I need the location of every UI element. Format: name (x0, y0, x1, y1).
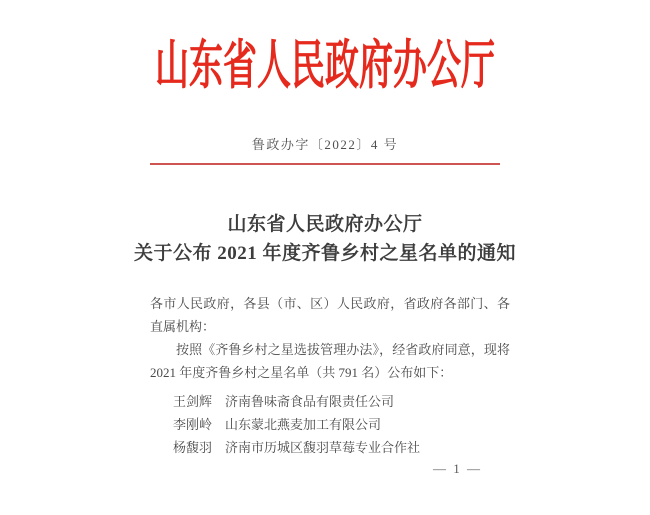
salutation-paragraph: 各市人民政府，各县（市、区）人民政府，省政府各部门、各直属机构： (150, 296, 510, 334)
awardee-name: 王剑辉 (173, 394, 213, 409)
document-title-line1: 山东省人民政府办公厅 (227, 214, 423, 235)
awardee-organization: 山东蒙北燕麦加工有限公司 (225, 417, 382, 432)
letterhead-title (0, 27, 650, 93)
document-title-line2: 关于公布 2021 年度齐鲁乡村之星名单的通知 (133, 243, 516, 264)
awardee-name: 李刚岭 (173, 417, 213, 432)
opening-paragraph: 按照《齐鲁乡村之星选拔管理办法》，经省政府同意，现将 2021 年度齐鲁乡村之星名单（共 791 名）公布如下： (150, 342, 510, 380)
awardee-name: 杨馥羽 (173, 440, 213, 455)
list-item (150, 390, 510, 413)
list-item (150, 413, 510, 436)
red-divider-rule (150, 163, 500, 165)
page-number: — 1 — (433, 461, 482, 476)
list-item (150, 436, 510, 459)
document-title (0, 210, 650, 268)
awardee-organization: 济南市历城区馥羽草莓专业合作社 (225, 440, 421, 455)
document-page (0, 27, 650, 515)
document-body (150, 292, 510, 477)
letterhead-title-text: 山东省人民政府办公厅 (155, 37, 495, 95)
document-number: 鲁政办字〔2022〕4 号 (251, 137, 399, 152)
awardee-organization: 济南鲁味斋食品有限责任公司 (225, 394, 395, 409)
awardee-list (150, 390, 510, 459)
